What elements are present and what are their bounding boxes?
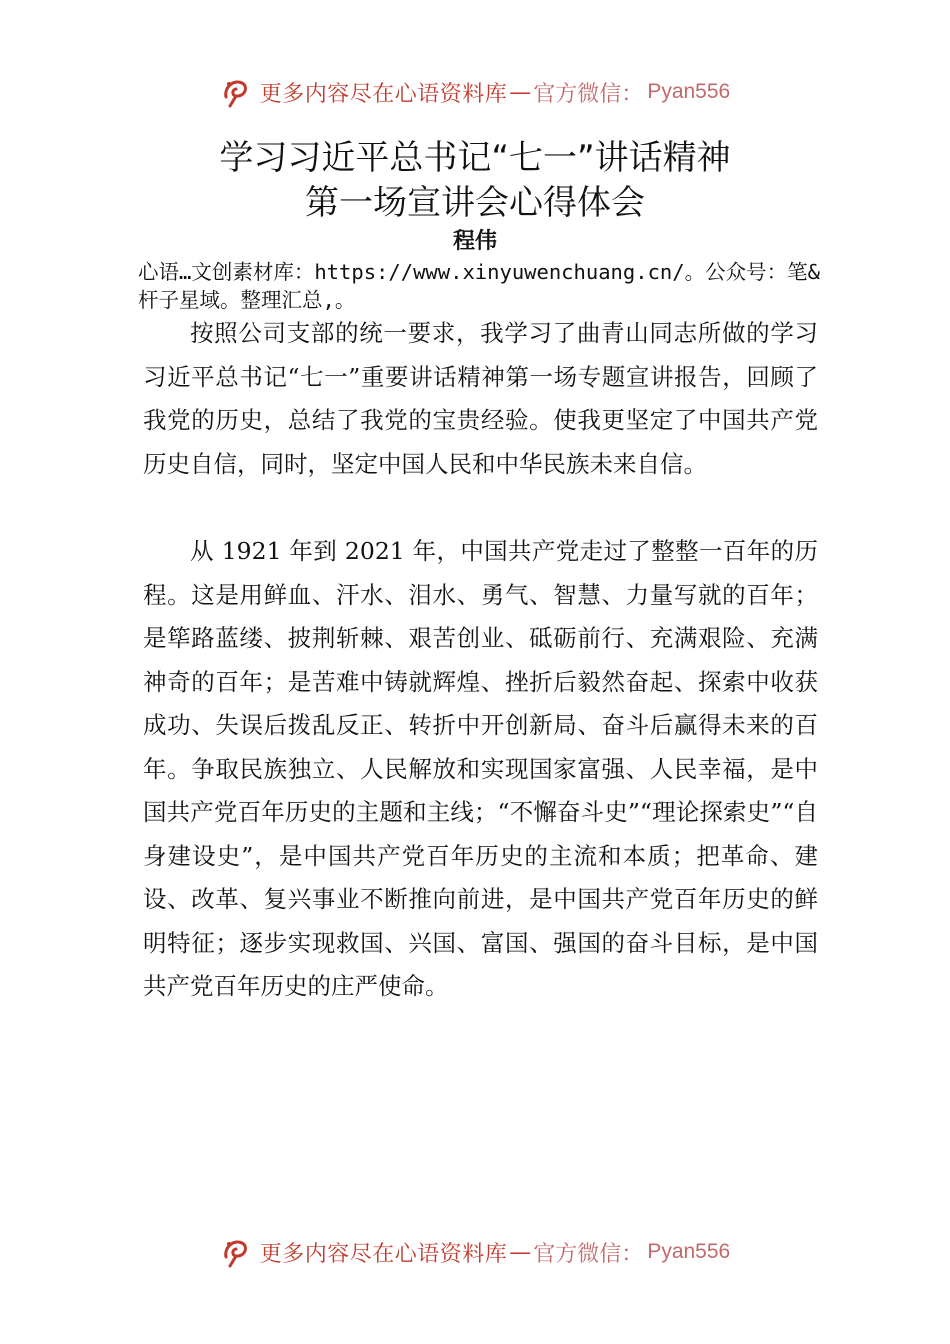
paragraph-text: 从 1921 年到 2021 年，中国共产党走过了整整一百年的历程。这是用鲜血、汗水、泪水、勇气、智慧、力量写就的百年；是筚路蓝缕、披荆斩棘、艰苦创业、砥砺前行、充满艰险、充满神奇的百年；是苦难中铸就辉煌、挫折后毅然奋起、探索中收获成功、失误后拨乱反正、转折中开创新局、奋斗后赢得未来的百年。争取民族独立、人民解放和实现国家富强、人民幸福，是中国共产党百年历史的主题和主线；“不懈奋斗史”“理论探索史”“自身建设史”，是中国共产党百年历史的主流和本质；把革命、建设、改革、复兴事业不断推向前进，是中国共产党百年历史的鲜明特征；逐步实现救国、兴国、富国、强国的奋斗目标，是中国共产党百年历史的庄严使命。: [143, 537, 818, 1000]
footer-banner-text: 更多内容尽在心语资料库: [259, 1241, 508, 1267]
body-paragraph-1: [143, 312, 818, 486]
footer-wechat-label: 官方微信：: [533, 1241, 644, 1267]
header-wechat-id: Pyan556: [647, 80, 731, 103]
brush-swirl-logo-icon: [220, 75, 254, 109]
page-title-line-1: 学习习近平总书记“七一”讲话精神: [219, 138, 731, 178]
footer-banner-separator: —: [509, 1239, 532, 1265]
source-note: 心语…文创素材库：https://www.xinyuwenchuang.cn/。公众号：笔&杆子星域。整理汇总,。: [138, 260, 820, 312]
header-wechat-label: 官方微信：: [533, 81, 644, 107]
footer-banner: [0, 1232, 950, 1272]
author-name: 程伟: [452, 229, 497, 254]
page-title-line-2: 第一场宣讲会心得体会: [305, 183, 645, 223]
header-banner-text: 更多内容尽在心语资料库: [259, 81, 508, 107]
brush-swirl-logo-icon: [220, 1235, 254, 1269]
footer-wechat-id: Pyan556: [647, 1240, 731, 1263]
header-banner: [0, 72, 950, 112]
body-paragraph-2: [143, 530, 818, 1009]
header-banner-separator: —: [509, 79, 532, 105]
paragraph-text: 按照公司支部的统一要求，我学习了曲青山同志所做的学习习近平总书记“七一”重要讲话精神第一场专题宣讲报告，回顾了我党的历史，总结了我党的宝贵经验。使我更坚定了中国共产党历史自信，同时，坚定中国人民和中华民族未来自信。: [143, 319, 818, 478]
